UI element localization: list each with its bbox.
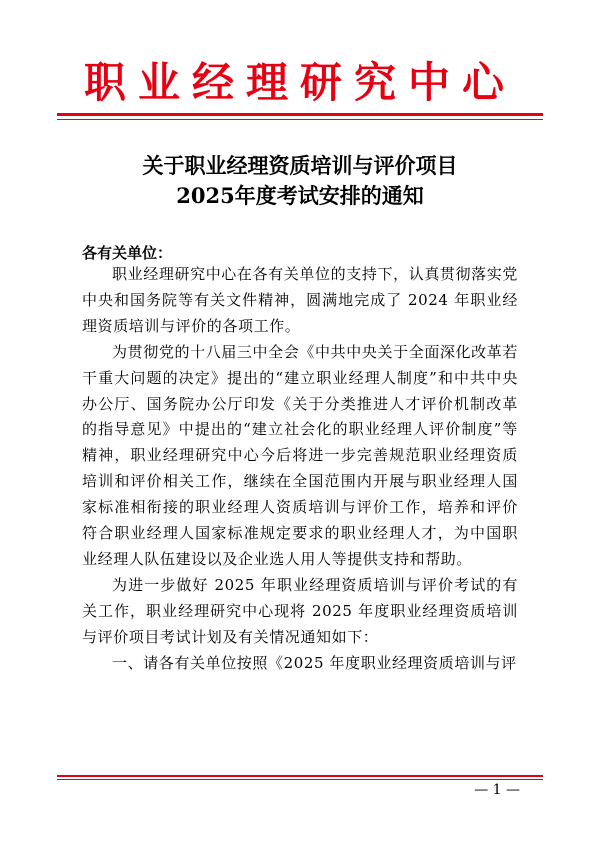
- paragraph-4: 一、请各有关单位按照《2025 年度职业经理资质培训与评: [112, 653, 517, 672]
- masthead-rule-thin: [57, 119, 543, 120]
- document-title-line2: 2025年度考试安排的通知: [176, 183, 424, 208]
- paragraph-2: 为贯彻党的十八届三中全会《中共中央关于全面深化改革若干重大问题的决定》提出的“建立职业经理人制度”和中共中央办公厅、国务院办公厅印发《关于分类推进人才评价机制改革的指导意见》中提出的“建立社会化的职业经理人评价制度”等精神，职业经理研究中心今后将进一步完善规范职业经理资质培训和评价相关工作，继续在全国范围内开展与职业经理人国家标准相衔接的职业经理人资质培训与评价工作，培养和评价符合职业经理人国家标准规定要求的职业经理人才，为中国职业经理人队伍建设以及企业选人用人等提供支持和帮助。: [82, 342, 518, 568]
- masthead-rule-thick: [57, 113, 543, 116]
- page-number: — 1 —: [474, 782, 520, 798]
- document-body: [82, 262, 518, 677]
- footer-rule-thin: [57, 779, 543, 780]
- masthead-org-name: 职业经理研究中心: [83, 58, 516, 107]
- footer-rule-thick: [57, 775, 543, 777]
- paragraph-1: 职业经理研究中心在各有关单位的支持下，认真贯彻落实党中央和国务院等有关文件精神，圆满地完成了 2024 年职业经理资质培训与评价的各项工作。: [82, 265, 518, 335]
- salutation: 各有关单位：: [82, 244, 173, 262]
- document-title-line1: 关于职业经理资质培训与评价项目: [142, 153, 458, 178]
- paragraph-3: 为进一步做好 2025 年职业经理资质培训与评价考试的有关工作，职业经理研究中心现将 2025 年度职业经理资质培训与评价项目考试计划及有关情况通知如下：: [82, 575, 518, 646]
